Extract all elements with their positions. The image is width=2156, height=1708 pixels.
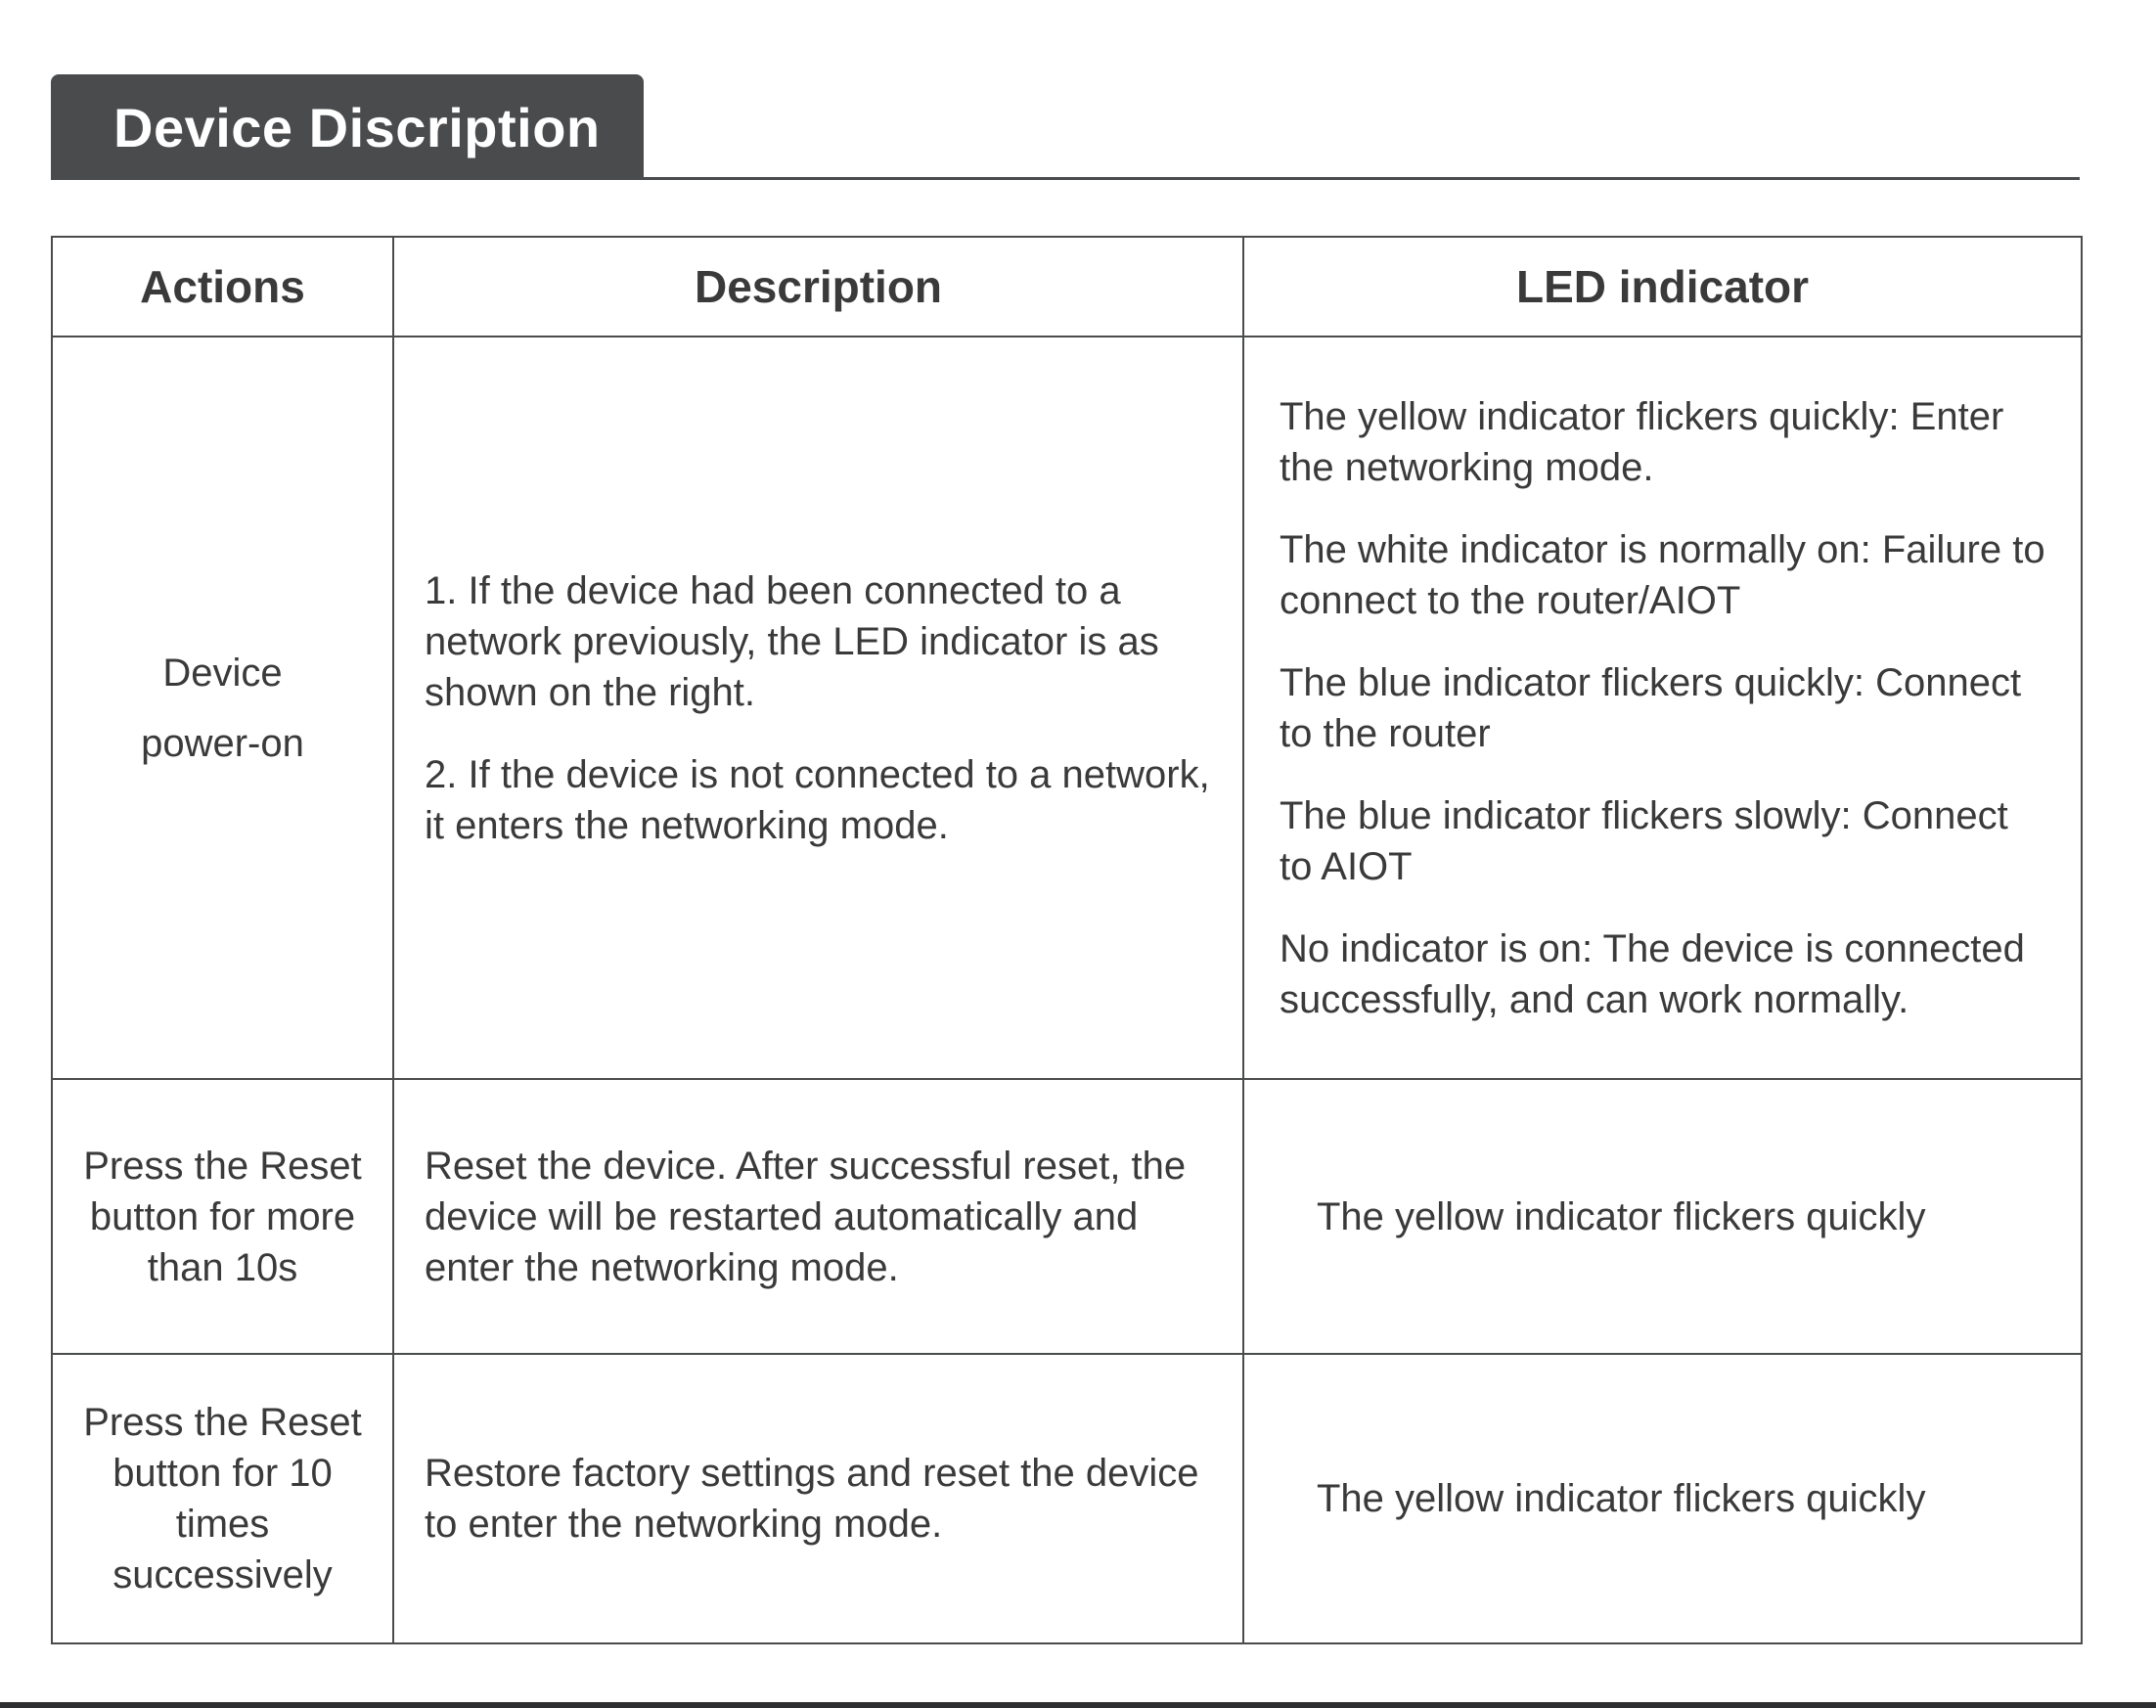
- led-state-text: The white indicator is normally on: Failure to connect to the router/AIOT: [1280, 527, 2045, 622]
- action-cell: Press the Reset button for 10 times successively: [52, 1354, 393, 1643]
- column-header-actions: Actions: [52, 237, 393, 337]
- section-header: [51, 74, 644, 180]
- led-state-text: The blue indicator flickers slowly: Connect to AIOT: [1280, 793, 2008, 888]
- section-title: Device Discription: [113, 96, 601, 158]
- column-header-led-indicator: LED indicator: [1243, 237, 2082, 337]
- column-header-description: Description: [393, 237, 1243, 337]
- header-divider: [644, 177, 2080, 180]
- description-paragraph: 1. If the device had been connected to a network previously, the LED indicator is as shown on the right.: [425, 568, 1159, 714]
- description-cell: Restore factory settings and reset the device to enter the networking mode.: [393, 1354, 1243, 1643]
- led-state-text: The yellow indicator flickers quickly: Enter the networking mode.: [1280, 394, 2004, 489]
- table-row: [52, 337, 2082, 1079]
- description-cell: [393, 337, 1243, 1079]
- led-state-text: The blue indicator flickers quickly: Connect to the router: [1280, 660, 2022, 755]
- led-state-text: No indicator is on: The device is connected successfully, and can work normally.: [1280, 926, 2025, 1021]
- action-text-line: power-on: [141, 721, 304, 765]
- led-indicator-cell: [1243, 337, 2082, 1079]
- led-indicator-cell: The yellow indicator flickers quickly: [1243, 1354, 2082, 1643]
- description-cell: Reset the device. After successful reset, the device will be restarted automatically and enter the networking mode.: [393, 1079, 1243, 1354]
- led-indicator-cell: The yellow indicator flickers quickly: [1243, 1079, 2082, 1354]
- action-cell: [52, 337, 393, 1079]
- table-row: [52, 1354, 2082, 1643]
- action-text-line: Device: [162, 651, 283, 695]
- action-cell: Press the Reset button for more than 10s: [52, 1079, 393, 1354]
- device-description-table: [51, 236, 2083, 1644]
- table-row: [52, 1079, 2082, 1354]
- table-header-row: [52, 237, 2082, 337]
- bottom-edge: [0, 1702, 2156, 1708]
- description-paragraph: 2. If the device is not connected to a network, it enters the networking mode.: [425, 752, 1210, 847]
